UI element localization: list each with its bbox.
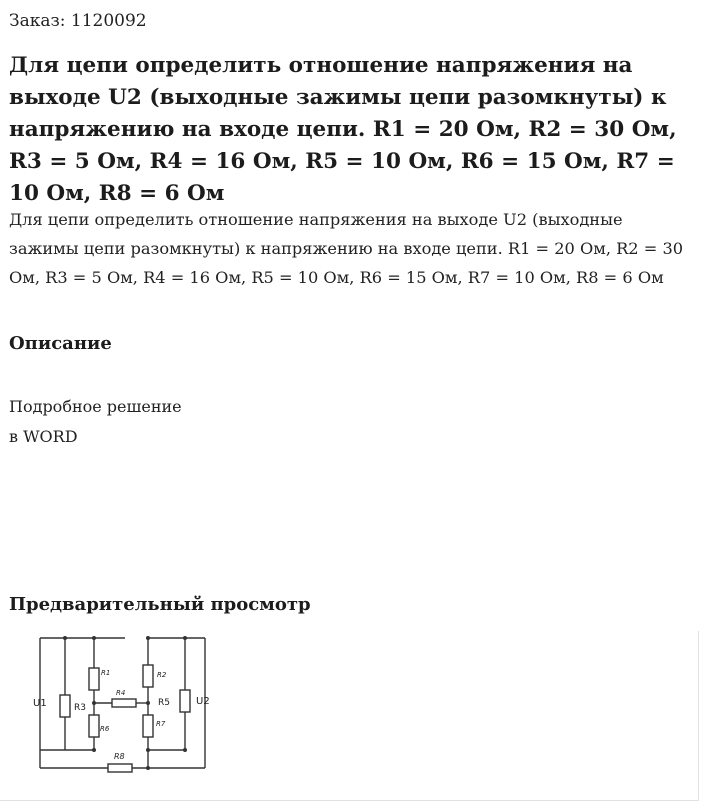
- label-r3: R3: [74, 703, 86, 713]
- task-text: Для цепи определить отношение напряжения на выходе U2 (выходные зажимы цепи разомкнуты) к напряжению на входе цепи. R1 = 20 Ом, R2 = 30 Ом, R3 = 5 Ом, R4 = 16 Ом, R5 = 10 Ом, R6 = 15 Ом, R7 = 10 Ом, R8 = 6 Ом: [9, 210, 684, 287]
- label-r2: R2: [157, 671, 167, 679]
- label-r4: R4: [116, 689, 126, 697]
- description-line-1: Подробное решение: [9, 397, 182, 416]
- label-r5: R5: [158, 698, 170, 708]
- label-r1: R1: [101, 669, 111, 677]
- page-title: Для цепи определить отношение напряжения на выходе U2 (выходные зажимы цепи разомкнуты) к напряжению на входе цепи. R1 = 20 Ом, R2 = 30 Ом, R3 = 5 Ом, R4 = 16 Ом, R5 = 10 Ом, R6 = 15 Ом, R7 = 10 Ом, R8 = 6 Ом: [9, 53, 677, 206]
- preview-heading: Предварительный просмотр: [9, 594, 311, 615]
- label-r8: R8: [114, 752, 125, 761]
- circuit-diagram: [0, 620, 260, 790]
- description-heading: Описание: [9, 333, 112, 354]
- description-line-2: в WORD: [9, 427, 78, 446]
- label-r6: R6: [100, 725, 110, 733]
- label-r7: R7: [156, 720, 166, 728]
- label-u2: U2: [196, 696, 210, 707]
- order-number: Заказ: 1120092: [9, 11, 147, 31]
- label-u1: U1: [33, 698, 47, 709]
